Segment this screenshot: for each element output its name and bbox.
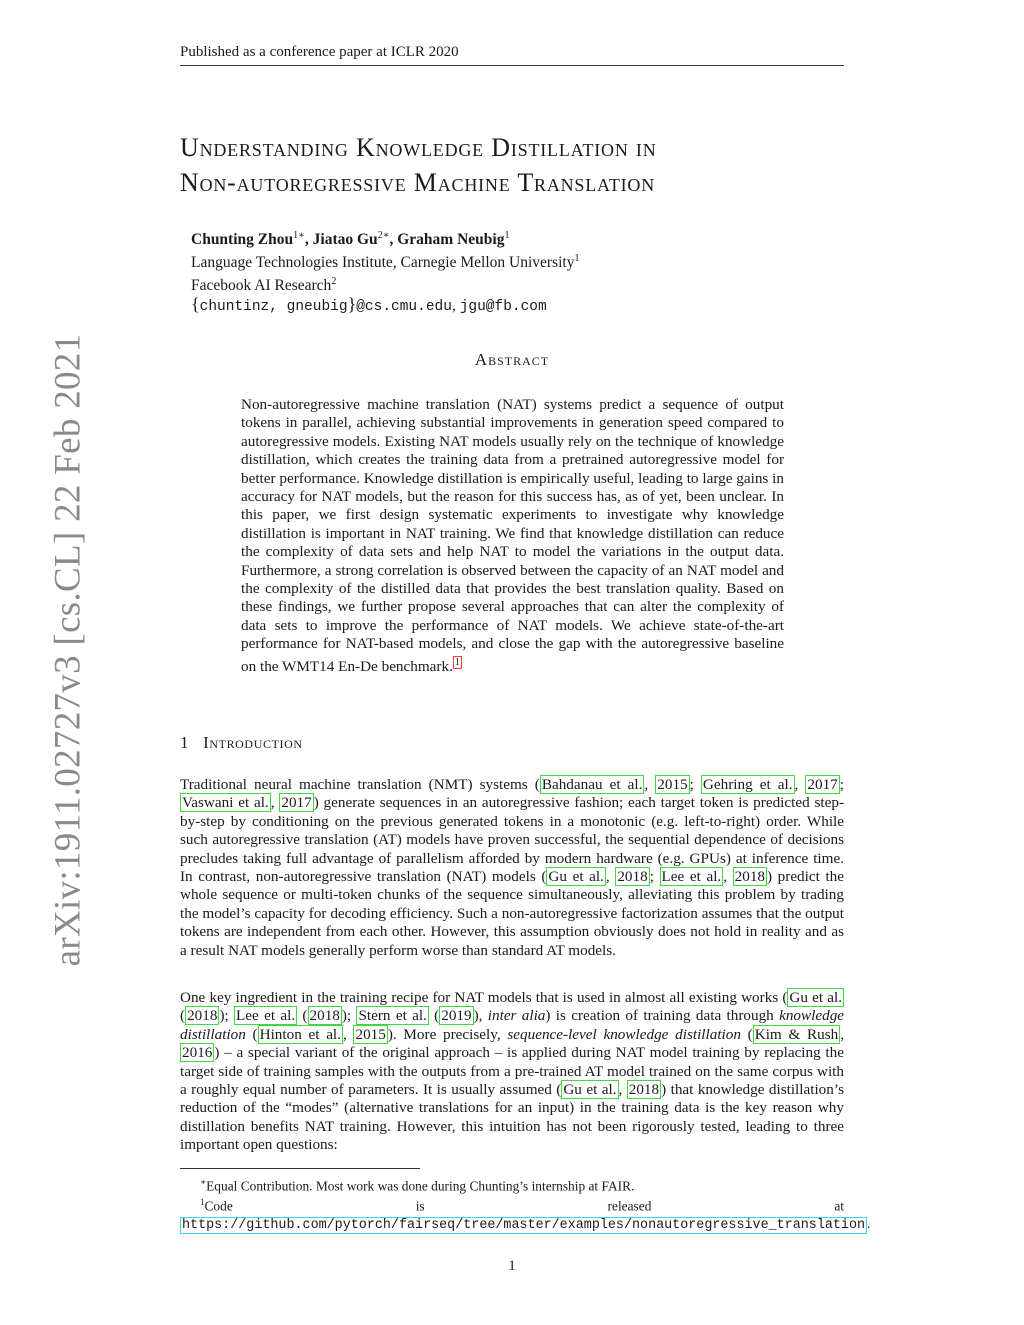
citation-link[interactable]: 2018 bbox=[187, 1007, 218, 1025]
citation-link[interactable]: Gu et al. bbox=[548, 868, 604, 886]
citation-link[interactable]: 2015 bbox=[657, 776, 688, 793]
citation-link[interactable]: Bahdanau et al. bbox=[541, 776, 643, 793]
p2-text: , bbox=[342, 1025, 354, 1043]
p2-text: ), bbox=[473, 1007, 488, 1025]
footnote-link-1[interactable]: 1 bbox=[454, 656, 460, 668]
author-2-affil: 2∗ bbox=[377, 230, 390, 241]
email-users: chuntinz, gneubig bbox=[199, 299, 348, 316]
footnote-2-mark: 1 bbox=[200, 1197, 205, 1208]
citation-link[interactable]: 2017 bbox=[807, 776, 838, 793]
citation-link[interactable]: 2019 bbox=[441, 1007, 472, 1025]
email-brace-open: { bbox=[191, 294, 200, 315]
citation-link[interactable]: 2015 bbox=[355, 1025, 386, 1043]
running-header: Published as a conference paper at ICLR 2020 bbox=[180, 44, 459, 60]
p2-text: ); bbox=[219, 1007, 235, 1025]
title-line-2: Non-autoregressive Machine Translation bbox=[180, 168, 656, 197]
section-heading-introduction bbox=[180, 733, 303, 753]
author-1-affil: 1 bbox=[293, 230, 299, 241]
author-1: Chunting Zhou bbox=[191, 231, 294, 249]
citation-link[interactable]: 2018 bbox=[309, 1007, 340, 1025]
email-separator: , bbox=[451, 297, 460, 315]
p2-text: ( bbox=[740, 1025, 753, 1043]
citation-link[interactable]: Vaswani et al. bbox=[182, 794, 269, 812]
footnotes bbox=[180, 1174, 871, 1234]
citation-link[interactable]: 2016 bbox=[182, 1044, 213, 1062]
p1-text: ) generate sequences in an autoregressive fashion; each target token is predicted step-by-step by conditioning on the previous generated tokens in a monotonic (e.g. left-to-right) order. While such autoregressive translation (AT) models have proven successful, the sequential dependence of decisions precludes taking full advantage of parallelism afforded by modern hardware (e.g. GPUs) at inference time. In contrast, non-autoregressive translation (NAT) models ( bbox=[180, 794, 844, 886]
emphasis-knowledge-distillation: knowledge distillation bbox=[180, 1007, 845, 1043]
p2-text: ). More precisely, bbox=[387, 1025, 508, 1043]
p1-text: , bbox=[270, 794, 280, 812]
p2-text: ); bbox=[341, 1007, 357, 1025]
citation-link[interactable]: Hinton et al. bbox=[259, 1025, 341, 1043]
p2-text: , bbox=[618, 1081, 627, 1099]
p1-text: , bbox=[723, 868, 733, 886]
header-rule bbox=[180, 65, 844, 66]
p2-text: ( bbox=[180, 1007, 186, 1025]
author-3-affil: 1 bbox=[504, 230, 510, 241]
p1-text: ) predict the whole sequence or multi-token chunks of the sequence simultaneously, alleviating this problem by trading the model’s capacity for decoding efficiency. Such a non-autoregressive factorization assumes that the output tokens are independent from each other. However, this assumption obviously does not hold in reality and as a result NAT models generally perform worse than standard AT models. bbox=[180, 868, 844, 959]
citation-link[interactable]: Gu et al. bbox=[563, 1081, 617, 1099]
author-3: , Graham Neubig bbox=[389, 231, 505, 249]
p2-text: ) is creation of training data through bbox=[545, 1007, 780, 1025]
emphasis-inter-alia: inter alia bbox=[487, 1007, 546, 1025]
citation-link[interactable]: 2017 bbox=[281, 794, 312, 812]
email-brace-close: } bbox=[347, 294, 357, 315]
footnote-1 bbox=[180, 1174, 844, 1194]
p1-text: , bbox=[794, 776, 806, 793]
arxiv-stamp: arXiv:1911.02727v3 [cs.CL] 22 Feb 2021 bbox=[47, 333, 89, 967]
intro-paragraph-1 bbox=[180, 776, 844, 960]
p2-text: ) – a special variant of the original approach – is applied during NAT model training by replacing the target side of training samples with the outputs from a pre-trained AT model trained on the same corpus with a roughly equal number of parameters. It is usually assumed ( bbox=[180, 1044, 844, 1099]
paper-title bbox=[180, 130, 860, 200]
title-line-1: Understanding Knowledge Distillation in bbox=[180, 133, 657, 162]
citation-link[interactable]: Lee et al. bbox=[236, 1007, 296, 1025]
p1-text: ; bbox=[839, 776, 844, 793]
code-url-link[interactable]: https://github.com/pytorch/fairseq/tree/master/examples/nonautoregressive_translation bbox=[182, 1217, 866, 1233]
author-block bbox=[191, 226, 579, 317]
author-2: , Jiatao Gu bbox=[304, 231, 378, 249]
footnote-2 bbox=[180, 1194, 871, 1233]
email-domain: @cs.cmu.edu bbox=[356, 299, 452, 316]
footnote-2-end: . bbox=[867, 1215, 871, 1231]
section-title: Introduction bbox=[203, 733, 303, 752]
citation-link[interactable]: 2018 bbox=[628, 1081, 660, 1099]
emphasis-seq-level-kd: sequence-level knowledge distillation bbox=[507, 1025, 741, 1043]
footnote-1-mark: ∗ bbox=[200, 1177, 207, 1187]
citation-link[interactable]: Gehring et al. bbox=[702, 776, 793, 793]
p2-text: ( bbox=[297, 1007, 308, 1025]
page-number: 1 bbox=[508, 1258, 516, 1274]
affiliation-2-mark: 2 bbox=[331, 276, 337, 288]
author-names bbox=[191, 226, 579, 249]
footnote-rule bbox=[180, 1168, 420, 1169]
citation-link[interactable]: Kim & Rush bbox=[754, 1025, 839, 1043]
abstract-text: Non-autoregressive machine translation (NAT) systems predict a sequence of output tokens in parallel, achieving substantial improvements in generation speed compared to autoregressive models. Existing NAT models usually rely on the technique of knowledge distillation, which creates the training data from a pretrained autoregressive model for better performance. Knowledge distillation is empirically useful, leading to large gains in accuracy for NAT models, but the reason for this success has, as of yet, been unclear. In this paper, we first design systematic experiments to investigate why knowledge distillation is important in NAT training. We find that knowledge distillation can reduce the complexity of data sets and help NAT to model the variations in the output data. Furthermore, a strong correlation is observed between the capacity of an NAT model and the complexity of the distilled data that provides the best translation quality. Based on these findings, we further propose several approaches that can alter the complexity of data sets to improve the performance of NAT models. We achieve state-of-the-art performance for NAT-based models, and close the gap with the autoregressive baseline on the WMT14 En-De benchmark. bbox=[241, 396, 784, 675]
affiliation-1 bbox=[191, 249, 579, 272]
citation-link[interactable]: Lee et al. bbox=[661, 868, 722, 886]
citation-link[interactable]: 2018 bbox=[617, 868, 648, 886]
p1-text: Traditional neural machine translation (NMT) systems ( bbox=[180, 776, 540, 793]
footnote-1-text: Equal Contribution. Most work was done during Chunting’s internship at FAIR. bbox=[206, 1178, 635, 1194]
email-2: jgu@fb.com bbox=[459, 299, 547, 316]
abstract-heading: Abstract bbox=[474, 350, 550, 369]
p2-text: ( bbox=[245, 1025, 258, 1043]
intro-paragraph-2 bbox=[180, 989, 844, 1155]
citation-link[interactable]: 2018 bbox=[734, 868, 765, 886]
footnote-2-text: Code is released at bbox=[204, 1198, 844, 1214]
p2-text: , bbox=[840, 1025, 845, 1043]
author-1-star: ∗ bbox=[298, 230, 305, 241]
p1-text: ; bbox=[689, 776, 701, 793]
p2-text: ) that knowledge distillation’s reduction of the “modes” (alternative translations for an input) in the training data is the key reason why distillation benefits NAT training. However, this intuition has not been rigorously tested, leading to three important open questions: bbox=[180, 1081, 844, 1154]
affiliation-1-text: Language Technologies Institute, Carnegie Mellon University bbox=[191, 254, 575, 272]
citation-link[interactable]: Gu et al. bbox=[789, 989, 842, 1006]
author-emails bbox=[191, 295, 579, 317]
p1-text: ; bbox=[649, 868, 660, 886]
p2-text: One key ingredient in the training recipe for NAT models that is used in almost all existing works ( bbox=[180, 989, 788, 1006]
p1-text: , bbox=[605, 868, 616, 886]
affiliation-2 bbox=[191, 272, 579, 295]
affiliation-2-text: Facebook AI Research bbox=[191, 277, 332, 295]
citation-link[interactable]: Stern et al. bbox=[358, 1007, 427, 1025]
p2-text: ( bbox=[428, 1007, 440, 1025]
affiliation-1-mark: 1 bbox=[574, 253, 580, 265]
p1-text: , bbox=[644, 776, 656, 793]
abstract-body bbox=[241, 396, 784, 676]
section-number: 1 bbox=[180, 733, 190, 752]
